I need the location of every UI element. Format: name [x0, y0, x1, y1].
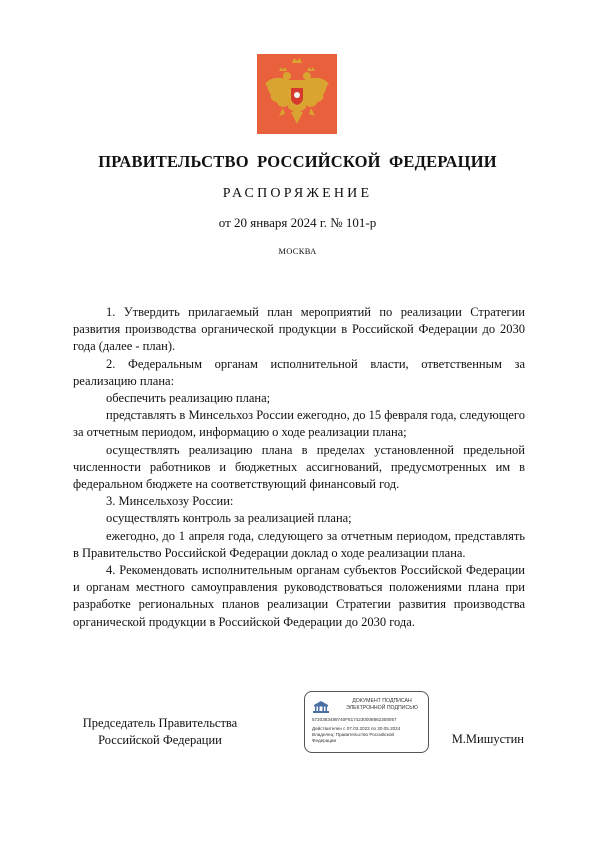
paragraph: 3. Минсельхозу России:: [106, 494, 234, 509]
electronic-signature-stamp: [304, 691, 429, 753]
document-body: [73, 304, 525, 631]
signatory-position: [60, 715, 260, 749]
stamp-owner: Владелец: Правительство Российской: [312, 732, 394, 737]
government-building-icon: [313, 700, 329, 712]
government-title: ПРАВИТЕЛЬСТВО РОССИЙСКОЙ ФЕДЕРАЦИИ: [98, 152, 497, 171]
stamp-heading: [337, 698, 427, 711]
stamp-heading-line: ЭЛЕКТРОННОЙ ПОДПИСЬЮ: [346, 704, 418, 711]
stamp-validity: Действителен с 07.03.2023 по 30.05.2024: [312, 726, 401, 731]
signatory-name: М.Мишустин: [451, 732, 524, 746]
document-date-number: от 20 января 2024 г. № 101-р: [218, 215, 377, 230]
signatory-position-line: Председатель Правительства: [82, 716, 238, 730]
stamp-certificate: 5720383489740F8174230008862308057: [312, 717, 397, 722]
paragraph: 4. Рекомендовать исполнительным органам субъектов Российской Федерации и органам местного самоуправления руководствоваться положениями плана при разработке региональных планов реализации Стратегии развития производства органической продукции в Российской Федерации до 2030 года.: [73, 563, 525, 629]
stamp-owner: Федерации: [312, 738, 337, 743]
paragraph: 2. Федеральным органам исполнительной власти, ответственным за реализацию плана:: [73, 356, 525, 388]
paragraph: осуществлять реализацию плана в пределах установленной предельной численности работников и бюджетных ассигнований, предусмотренных им в федеральном бюджете на соответствующий финансовый год.: [73, 442, 525, 492]
paragraph: обеспечить реализацию плана;: [106, 391, 271, 406]
paragraph: ежегодно, до 1 апреля года, следующего за отчетным периодом, представлять в Правительство Российской Федерации доклад о ходе реализации плана.: [73, 528, 525, 560]
signatory-position-line: Российской Федерации: [98, 733, 222, 747]
coat-of-arms-icon: [257, 54, 337, 134]
paragraph: 1. Утвердить прилагаемый план мероприятий по реализации Стратегии развития производства органической продукции в Российской Федерации до 2030 года (далее - план).: [73, 305, 525, 354]
document-type: РАСПОРЯЖЕНИЕ: [222, 186, 373, 201]
paragraph: представлять в Минсельхоз России ежегодно, до 15 февраля года, следующего за отчетным периодом, информацию о ходе реализации плана;: [73, 408, 525, 440]
document-city: МОСКВА: [278, 246, 317, 256]
stamp-heading-line: ДОКУМЕНТ ПОДПИСАН: [352, 698, 412, 704]
paragraph: осуществлять контроль за реализацией плана;: [106, 511, 352, 526]
